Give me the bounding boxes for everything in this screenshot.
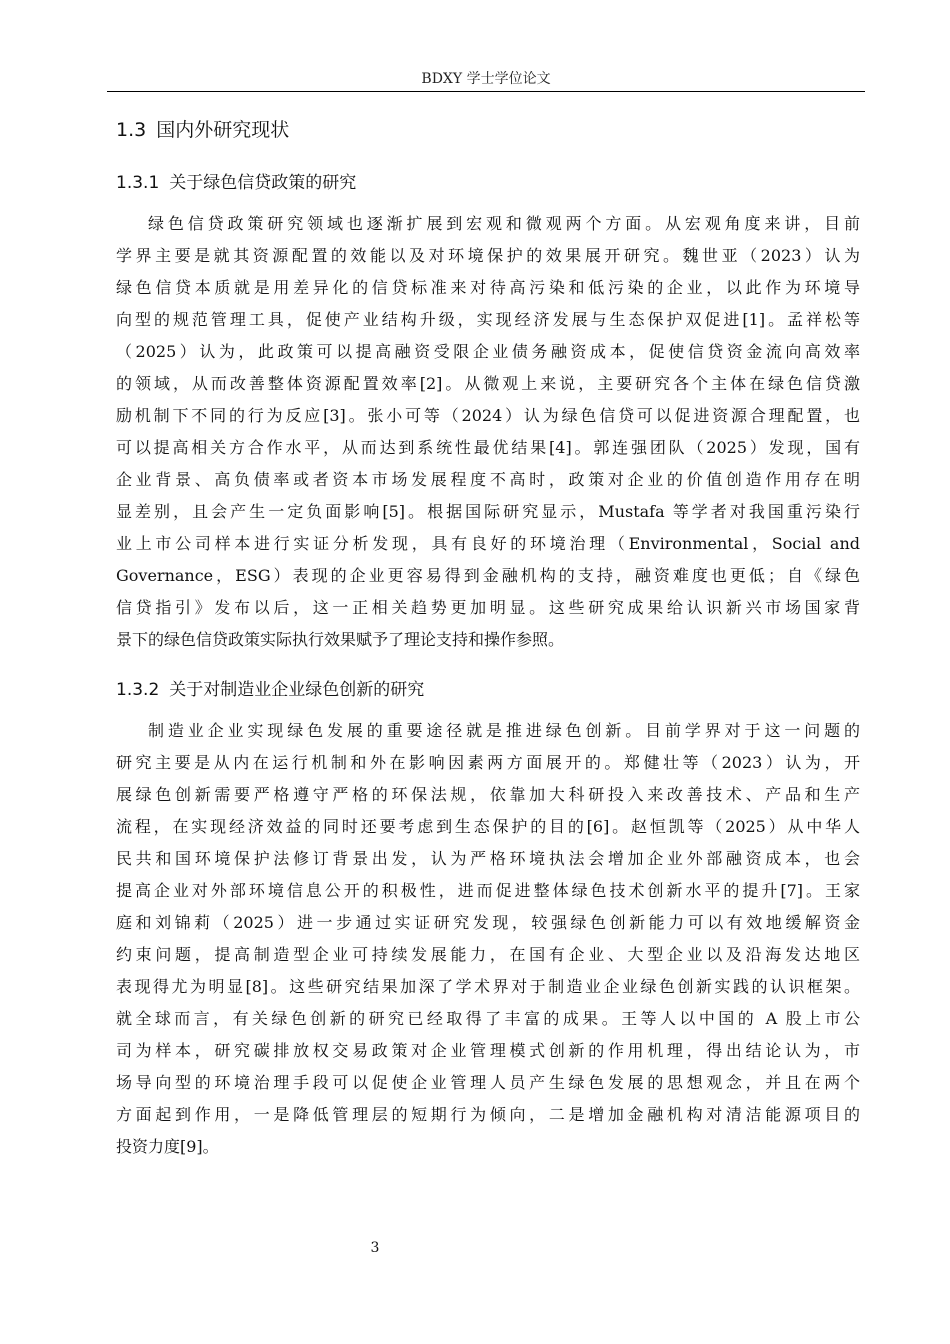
paragraph-line: 的领域，从而改善整体资源配置效率[2]。从微观上来说，主要研究各个主体在绿色信贷激 bbox=[116, 374, 860, 393]
paragraph-line: 场导向型的环境治理手段可以促使企业管理人员产生绿色发展的思想观念，并且在两个 bbox=[116, 1073, 860, 1092]
subsection-number: 1.3.2 bbox=[116, 680, 160, 700]
subsection-title: 关于对制造业企业绿色创新的研究 bbox=[169, 680, 425, 700]
subsection-heading-1 bbox=[116, 171, 356, 195]
paragraph-line: 制造业企业实现绿色发展的重要途径就是推进绿色创新。目前学界对于这一问题的 bbox=[148, 721, 860, 740]
section-title: 国内外研究现状 bbox=[156, 119, 290, 141]
paragraph-line: 流程，在实现经济效益的同时还要考虑到生态保护的目的[6]。赵恒凯等（2025）从中华人 bbox=[116, 817, 860, 836]
paragraph-line: 研究主要是从内在运行机制和外在影响因素两方面展开的。郑健壮等（2023）认为，开 bbox=[116, 753, 860, 772]
paragraph-line: Governance，ESG）表现的企业更容易得到金融机构的支持，融资难度也更低；自《绿色 bbox=[116, 566, 860, 585]
paragraph-line: 向型的规范管理工具，促使产业结构升级，实现经济发展与生态保护双促进[1]。孟祥松等 bbox=[116, 310, 860, 329]
paragraph-line: 信贷指引》发布以后，这一正相关趋势更加明显。这些研究成果给认识新兴市场国家背 bbox=[116, 598, 860, 617]
paragraph-line: 显差别，且会产生一定负面影响[5]。根据国际研究显示，Mustafa 等学者对我国重污染行 bbox=[116, 502, 860, 521]
paragraph-green-credit bbox=[116, 208, 860, 656]
paragraph-line: （2025）认为，此政策可以提高融资受限企业债务融资成本，促使信贷资金流向高效率 bbox=[116, 342, 860, 361]
paragraph-line: 民共和国环境保护法修订背景出发，认为严格环境执法会增加企业外部融资成本，也会 bbox=[116, 849, 860, 868]
paragraph-line: 庭和刘锦莉（2025）进一步通过实证研究发现，较强绿色创新能力可以有效地缓解资金 bbox=[116, 913, 860, 932]
paragraph-line: 学界主要是就其资源配置的效能以及对环境保护的效果展开研究。魏世亚（2023）认为 bbox=[116, 246, 860, 265]
header-rule bbox=[107, 91, 865, 92]
subsection-heading-2 bbox=[116, 678, 424, 702]
paragraph-line: 司为样本，研究碳排放权交易政策对企业管理模式创新的作用机理，得出结论认为，市 bbox=[116, 1041, 860, 1060]
subsection-title: 关于绿色信贷政策的研究 bbox=[169, 173, 357, 193]
paragraph-line: 景下的绿色信贷政策实际执行效果赋予了理论支持和操作参照。 bbox=[116, 630, 565, 649]
paragraph-line: 励机制下不同的行为反应[3]。张小可等（2024）认为绿色信贷可以促进资源合理配置，也 bbox=[116, 406, 860, 425]
paragraph-line: 业上市公司样本进行实证分析发现，具有良好的环境治理（Environmental，Social and bbox=[116, 534, 860, 553]
section-heading bbox=[116, 117, 289, 143]
paragraph-line: 可以提高相关方合作水平，从而达到系统性最优结果[4]。郭连强团队（2025）发现，国有 bbox=[116, 438, 860, 457]
paragraph-line: 方面起到作用，一是降低管理层的短期行为倾向，二是增加金融机构对清洁能源项目的 bbox=[116, 1105, 860, 1124]
paragraph-line: 绿色信贷政策研究领域也逐渐扩展到宏观和微观两个方面。从宏观角度来讲，目前 bbox=[148, 214, 860, 233]
subsection-number: 1.3.1 bbox=[116, 173, 160, 193]
paragraph-line: 绿色信贷本质就是用差异化的信贷标准来对待高污染和低污染的企业，以此作为环境导 bbox=[116, 278, 860, 297]
page-number: 3 bbox=[370, 1240, 380, 1256]
paragraph-green-innovation bbox=[116, 715, 860, 1163]
paragraph-line: 就全球而言，有关绿色创新的研究已经取得了丰富的成果。王等人以中国的 A 股上市公 bbox=[116, 1009, 860, 1028]
running-header: BDXY 学士学位论文 bbox=[421, 71, 551, 87]
paragraph-line: 表现得尤为明显[8]。这些研究结果加深了学术界对于制造业企业绿色创新实践的认识框架。 bbox=[116, 977, 860, 996]
section-number: 1.3 bbox=[116, 119, 147, 141]
paragraph-line: 提高企业对外部环境信息公开的积极性，进而促进整体绿色技术创新水平的提升[7]。王家 bbox=[116, 881, 860, 900]
paragraph-line: 展绿色创新需要严格遵守严格的环保法规，依靠加大科研投入来改善技术、产品和生产 bbox=[116, 785, 860, 804]
paragraph-line: 投资力度[9]。 bbox=[116, 1137, 219, 1156]
paragraph-line: 约束问题，提高制造型企业可持续发展能力，在国有企业、大型企业以及沿海发达地区 bbox=[116, 945, 860, 964]
paragraph-line: 企业背景、高负债率或者资本市场发展程度不高时，政策对企业的价值创造作用存在明 bbox=[116, 470, 860, 489]
